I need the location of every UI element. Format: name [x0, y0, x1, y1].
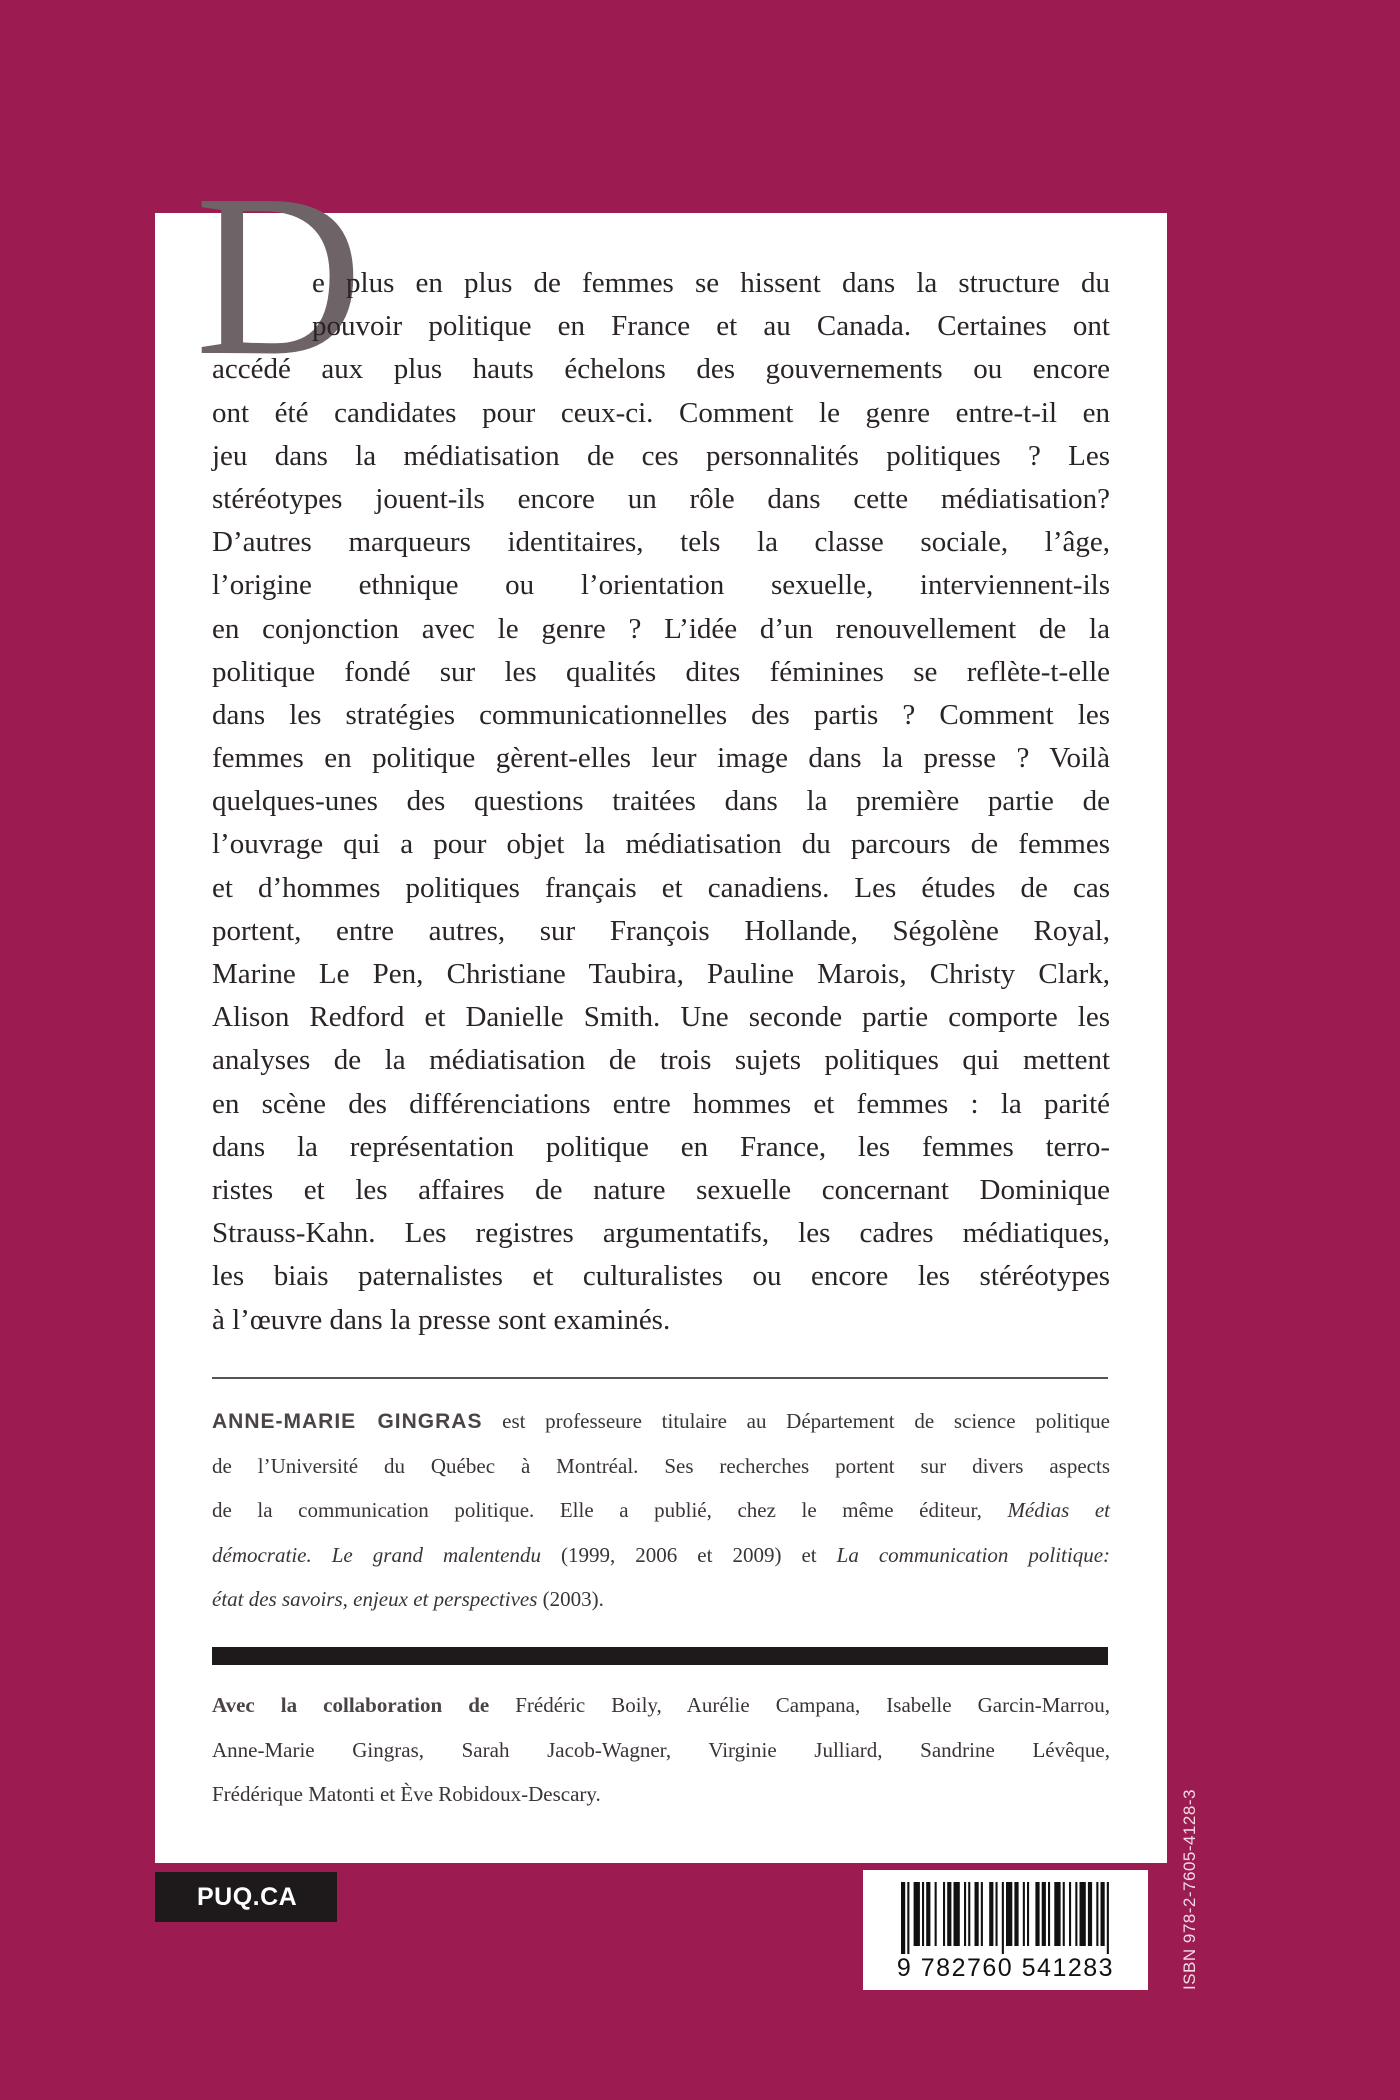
- barcode-bar: [1101, 1882, 1105, 1946]
- collab-line: [212, 1683, 1110, 1728]
- bio-text: (2003).: [537, 1587, 604, 1611]
- author-name: ANNE-MARIE GINGRAS: [212, 1410, 483, 1433]
- barcode-bar: [954, 1882, 960, 1946]
- blurb-line: ristes et les affaires de nature sexuelle concernant Dominique: [212, 1173, 1110, 1206]
- blurb-line: dans les stratégies communicationnelles des partis ? Comment les: [212, 698, 1110, 731]
- blurb-line: dans la représentation politique en France, les femmes terro-: [212, 1130, 1110, 1163]
- drop-cap: D: [195, 147, 363, 404]
- barcode-bar: [935, 1882, 937, 1946]
- barcode-bar: [1035, 1882, 1039, 1946]
- book-title: état des savoirs, enjeux et perspectives: [212, 1587, 538, 1611]
- blurb-line: portent, entre autres, sur François Hollande, Ségolène Royal,: [212, 914, 1110, 947]
- blurb-text: [212, 262, 1110, 1342]
- barcode-bar: [1023, 1882, 1025, 1946]
- barcode-bar: [922, 1882, 924, 1946]
- collab-text: Frédéric Boily, Aurélie Campana, Isabelle Garcin-Marrou,: [489, 1693, 1110, 1717]
- barcode-bar: [907, 1882, 909, 1954]
- barcode-bar: [1027, 1882, 1029, 1946]
- bio-line: [212, 1577, 1110, 1622]
- barcode-digits: 9 782760 541283: [896, 1954, 1115, 1982]
- barcode-bar: [1088, 1882, 1092, 1946]
- blurb-line: Strauss-Kahn. Les registres argumentatifs, les cadres médiatiques,: [212, 1217, 1110, 1250]
- bio-line: [212, 1533, 1110, 1578]
- book-title: Médias et: [1007, 1498, 1110, 1522]
- barcode-bar: [1096, 1882, 1098, 1946]
- barcode-bars: [863, 1870, 1148, 1956]
- blurb-line: à l’œuvre dans la presse sont examinés.: [212, 1303, 671, 1336]
- blurb-line: D’autres marqueurs identitaires, tels la classe sociale, l’âge,: [212, 526, 1110, 559]
- barcode-bar: [1014, 1882, 1018, 1946]
- barcode: [863, 1870, 1148, 1990]
- barcode-bar: [943, 1882, 945, 1946]
- blurb-line: femmes en politique gèrent-elles leur image dans la presse ? Voilà: [212, 742, 1110, 775]
- blurb-line: e plus en plus de femmes se hissent dans la structure du: [312, 267, 1110, 299]
- collaborators: [212, 1683, 1110, 1817]
- barcode-bar: [1080, 1882, 1086, 1946]
- barcode-bar: [1054, 1882, 1060, 1946]
- blurb-line: et d’hommes politiques français et canadiens. Les études de cas: [212, 871, 1110, 904]
- barcode-bar: [964, 1882, 966, 1946]
- barcode-bar: [914, 1882, 920, 1946]
- blurb-line: ont été candidates pour ceux-ci. Comment le genre entre-t-il en: [212, 396, 1110, 429]
- barcode-bar: [1006, 1882, 1012, 1946]
- bio-text: (1999, 2006 et 2009) et: [540, 1542, 837, 1567]
- barcode-bar: [1048, 1882, 1050, 1946]
- barcode-bar: [1002, 1882, 1004, 1954]
- bio-text: de la communication politique. Elle a publié, chez le même éditeur,: [212, 1498, 1008, 1522]
- bio-text: est professeure titulaire au Département de science politique: [482, 1409, 1110, 1433]
- blurb-line: les biais paternalistes et culturalistes ou encore les stéréotypes: [212, 1260, 1110, 1293]
- isbn-label: ISBN 978-2-7605-4128-3: [1180, 1789, 1199, 1990]
- author-bio: [212, 1399, 1110, 1622]
- barcode-bar: [975, 1882, 979, 1946]
- bio-line: [212, 1399, 1110, 1444]
- blurb-line: stéréotypes jouent-ils encore un rôle dans cette médiatisation?: [212, 482, 1110, 515]
- blurb-line: pouvoir politique en France et au Canada. Certaines ont: [312, 310, 1110, 343]
- blurb-line: Marine Le Pen, Christiane Taubira, Pauline Marois, Christy Clark,: [212, 958, 1110, 990]
- book-title: La communication politique:: [836, 1542, 1111, 1567]
- barcode-bar: [1075, 1882, 1077, 1946]
- blurb-line: en scène des différenciations entre hommes et femmes : la parité: [212, 1087, 1110, 1120]
- book-title: démocratie. Le grand malentendu: [212, 1542, 541, 1567]
- blurb-line: quelques-unes des questions traitées dans la première partie de: [212, 785, 1110, 818]
- barcode-bar: [926, 1882, 930, 1946]
- bio-line: [212, 1488, 1110, 1533]
- barcode-bar: [1069, 1882, 1071, 1946]
- barcode-bar: [1107, 1882, 1109, 1954]
- divider-thick: [212, 1647, 1108, 1665]
- collab-line: Frédérique Matonti et Ève Robidoux-Descary.: [212, 1782, 601, 1806]
- barcode-bar: [996, 1882, 998, 1946]
- barcode-bar: [901, 1882, 905, 1954]
- divider-thin: [212, 1377, 1108, 1379]
- blurb-line: politique fondé sur les qualités dites féminines se reflète-t-elle: [212, 655, 1110, 688]
- collab-label: Avec la collaboration de: [212, 1693, 490, 1717]
- blurb-line: analyses de la médiatisation de trois sujets politiques qui mettent: [212, 1044, 1110, 1077]
- bio-line: de l’Université du Québec à Montréal. Ses recherches portent sur divers aspects: [212, 1453, 1110, 1478]
- blurb-line: en conjonction avec le genre ? L’idée d’un renouvellement de la: [212, 612, 1110, 645]
- barcode-bar: [989, 1882, 993, 1946]
- barcode-bar: [981, 1882, 983, 1946]
- barcode-bar: [1042, 1882, 1046, 1946]
- collab-line: Anne-Marie Gingras, Sarah Jacob-Wagner, Virginie Julliard, Sandrine Lévêque,: [212, 1737, 1110, 1762]
- barcode-bar: [968, 1882, 970, 1946]
- blurb-line: l’ouvrage qui a pour objet la médiatisation du parcours de femmes: [212, 828, 1110, 861]
- blurb-line: accédé aux plus hauts échelons des gouvernements ou encore: [212, 353, 1110, 386]
- publisher-badge: PUQ.CA: [155, 1872, 337, 1922]
- barcode-bar: [1063, 1882, 1065, 1946]
- barcode-bar: [947, 1882, 951, 1946]
- blurb-line: Alison Redford et Danielle Smith. Une seconde partie comporte les: [212, 1001, 1110, 1034]
- blurb-line: l’origine ethnique ou l’orientation sexuelle, interviennent-ils: [212, 569, 1110, 602]
- blurb-line: jeu dans la médiatisation de ces personnalités politiques ? Les: [212, 439, 1110, 472]
